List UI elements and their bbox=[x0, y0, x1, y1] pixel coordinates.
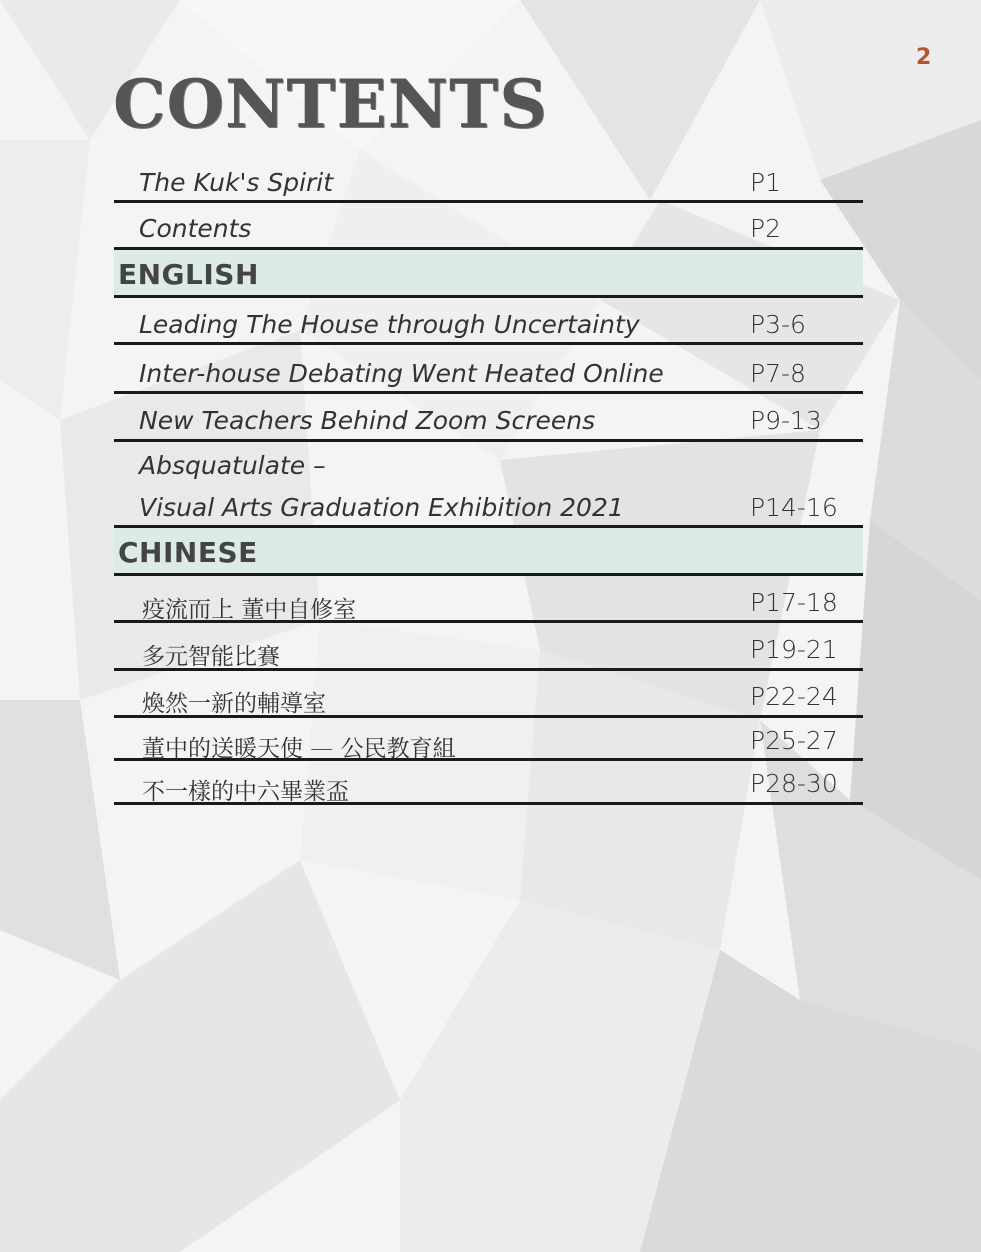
toc-row-zh-4[interactable] bbox=[114, 718, 863, 761]
toc-item-page: P14-16 bbox=[750, 493, 838, 522]
toc-item-page: P19-21 bbox=[750, 635, 838, 664]
toc-row-debating[interactable] bbox=[114, 345, 863, 394]
toc-item-label: 不一樣的中六畢業盃 bbox=[142, 779, 349, 805]
toc-item-label: Contents bbox=[139, 214, 252, 243]
toc-item-page: P9-13 bbox=[750, 406, 822, 435]
toc-row-kuks-spirit[interactable] bbox=[114, 166, 863, 203]
section-label: ENGLISH bbox=[118, 258, 259, 291]
toc-item-label: 多元智能比賽 bbox=[142, 644, 280, 670]
toc-item-label: Inter-house Debating Went Heated Online bbox=[139, 359, 664, 388]
toc-row-contents[interactable] bbox=[114, 203, 863, 250]
toc-row-new-teachers[interactable] bbox=[114, 394, 863, 442]
toc-item-label: 疫流而上 董中自修室 bbox=[142, 597, 357, 623]
toc-row-zh-3[interactable] bbox=[114, 671, 863, 718]
toc-row-absquatulate[interactable] bbox=[114, 442, 863, 528]
page-title: CONTENTS bbox=[113, 65, 548, 143]
toc-item-label-line2: Visual Arts Graduation Exhibition 2021 bbox=[139, 493, 624, 522]
toc-item-label: 煥然一新的輔導室 bbox=[142, 691, 326, 717]
toc-item-page: P28-30 bbox=[750, 769, 838, 798]
section-label: CHINESE bbox=[118, 536, 258, 569]
page-number: 2 bbox=[916, 45, 932, 70]
section-header-chinese bbox=[114, 528, 863, 576]
section-header-english bbox=[114, 250, 863, 298]
toc-row-zh-5[interactable] bbox=[114, 761, 863, 805]
toc-item-label: 董中的送暖天使 — 公民教育組 bbox=[142, 736, 456, 762]
toc-item-label: Leading The House through Uncertainty bbox=[139, 310, 640, 339]
toc-item-page: P22-24 bbox=[750, 682, 838, 711]
toc-row-zh-2[interactable] bbox=[114, 623, 863, 671]
toc-item-label-line1: Absquatulate – bbox=[139, 451, 326, 480]
toc-row-zh-1[interactable] bbox=[114, 576, 863, 623]
toc-item-label: The Kuk's Spirit bbox=[139, 168, 334, 197]
toc-item-page: P3-6 bbox=[750, 310, 806, 339]
toc-item-page: P2 bbox=[750, 214, 781, 243]
toc-item-page: P1 bbox=[750, 168, 781, 197]
toc-item-page: P25-27 bbox=[750, 726, 838, 755]
toc-item-label: New Teachers Behind Zoom Screens bbox=[139, 406, 596, 435]
toc-item-page: P7-8 bbox=[750, 359, 806, 388]
toc-row-leading-house[interactable] bbox=[114, 298, 863, 345]
toc-item-page: P17-18 bbox=[750, 588, 838, 617]
